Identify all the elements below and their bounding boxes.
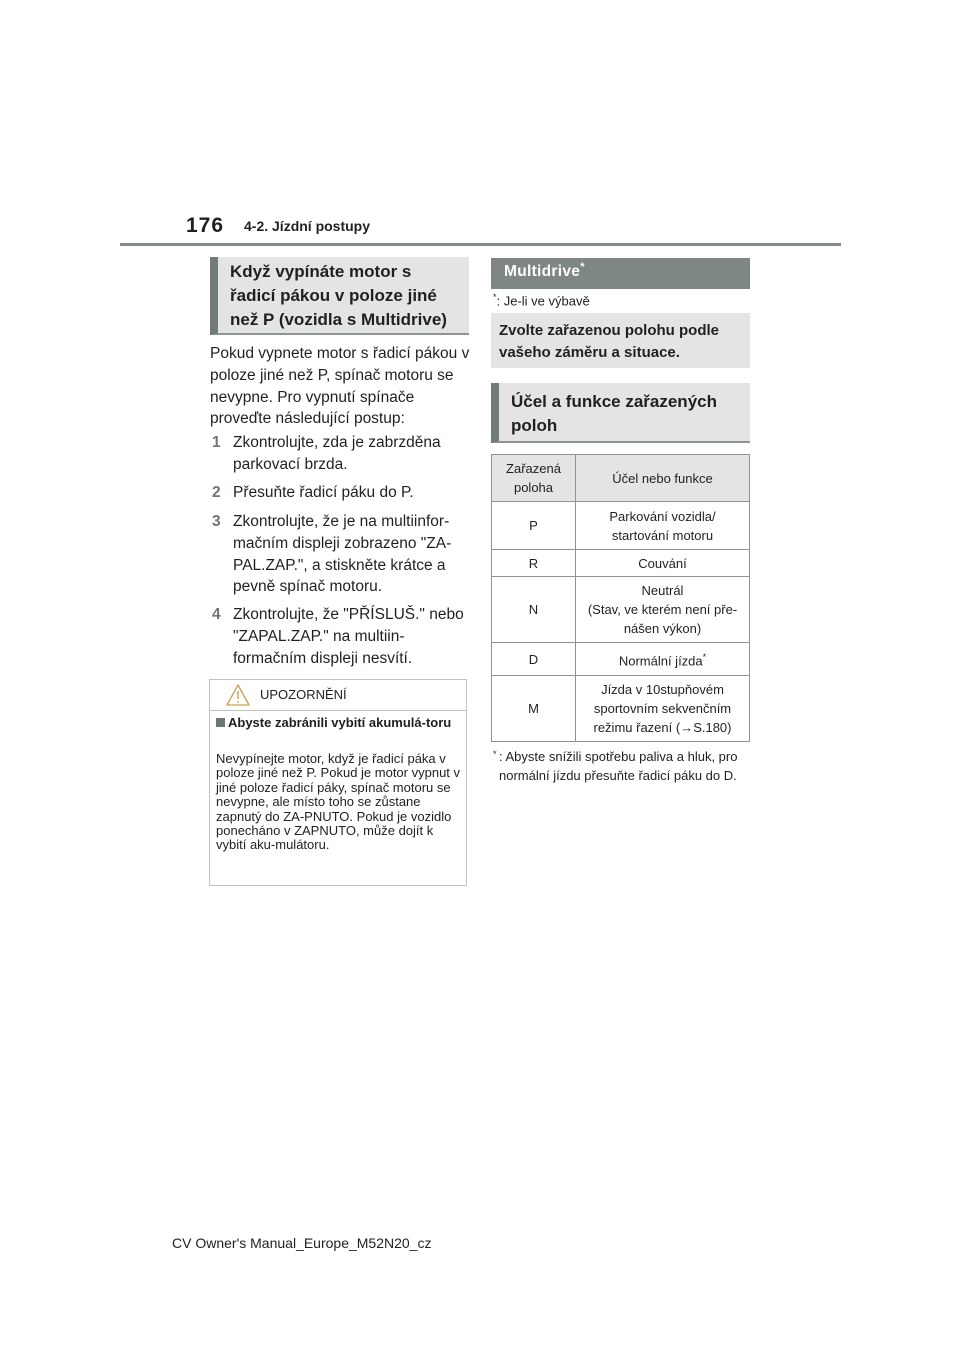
table-row — [492, 577, 750, 643]
position-cell: P — [492, 502, 576, 550]
table-header-row — [492, 455, 750, 502]
warning-triangle-icon — [226, 684, 250, 706]
warning-body: Nevypínejte motor, když je řadicí páka v poloze jiné než P. Pokud je motor vypnut v jiné poloze řadicí páky, spínač motoru se nevypne, ale místo toho se zůstane zapnutý do ZA-PNUTO. Pokud je vozidlo ponecháno v ZAPNUTO, může dojít k vybití aku-mulátoru. — [216, 751, 461, 853]
step-text: Zkontrolujte, zda je zabrzděna parkovací brzda. — [233, 434, 441, 473]
purpose-cell — [576, 550, 750, 577]
header-rule — [120, 243, 841, 246]
purpose-line: Couvání — [638, 555, 687, 571]
footnote-text: : Abyste snížili spotřebu paliva a hluk, pro normální jízdu přesuňte řadicí páku do D. — [499, 749, 738, 783]
warning-box — [209, 679, 467, 886]
choose-position-box: Zvolte zařazenou polohu podle vašeho záměru a situace. — [491, 313, 750, 368]
availability-note — [493, 292, 590, 308]
step-number: 3 — [212, 513, 221, 530]
column-header-position: Zařazená poloha — [492, 455, 576, 502]
purpose-cell — [576, 502, 750, 550]
purpose-cell — [576, 643, 750, 676]
purpose-line: režimu řazení (→S.180) — [593, 720, 732, 735]
table-row — [492, 643, 750, 676]
purpose-line: Parkování vozidla/ — [609, 508, 716, 524]
warning-subtitle: Abyste zabránili vybití akumulá-toru — [228, 715, 452, 730]
step-text: Zkontrolujte, že je na multiinfor-mačním displeji zobrazeno "ZA-PAL.ZAP.", a stiskněte krátce a pevně spínač motoru. — [233, 513, 452, 596]
availability-text: : Je-li ve výbavě — [496, 293, 590, 309]
table-row — [492, 502, 750, 550]
multidrive-heading — [491, 258, 750, 289]
purpose-cell — [576, 577, 750, 643]
shift-positions-table — [491, 454, 750, 742]
warning-subtitle-row — [216, 716, 462, 730]
step-1 — [212, 432, 472, 476]
step-text: Přesuňte řadicí páku do P. — [233, 484, 414, 501]
purpose-line: Neutrál — [641, 583, 684, 598]
purpose-line: Normální jízda — [618, 653, 703, 669]
footer-text: CV Owner's Manual_Europe_M52N20_cz — [172, 1235, 432, 1251]
warning-title: UPOZORNĚNÍ — [260, 687, 347, 702]
section-title: 4-2. Jízdní postupy — [244, 218, 371, 234]
purpose-line: (Stav, ve kterém není pře- — [587, 602, 738, 617]
availability-asterisk: * — [493, 292, 497, 302]
purpose-cell — [576, 676, 750, 742]
step-number: 1 — [212, 434, 221, 451]
intro-paragraph: Pokud vypnete motor s řadicí pákou v poloze jiné než P, spínač motoru se nevypne. Pro vypnutí spínače proveďte následující postup: — [210, 345, 470, 428]
purpose-line: nášen výkon) — [623, 621, 702, 636]
footnote-asterisk: * — [493, 749, 497, 759]
multidrive-heading-text: Multidrive — [504, 263, 581, 281]
bullet-square-icon — [216, 718, 225, 727]
table-section-heading: Účel a funkce zařazených poloh — [491, 383, 750, 443]
warning-header — [210, 680, 466, 711]
step-4 — [212, 604, 472, 669]
position-cell: M — [492, 676, 576, 742]
position-cell: D — [492, 643, 576, 676]
step-number: 2 — [212, 484, 221, 501]
purpose-line: Jízda v 10stupňovém — [601, 682, 724, 697]
heading-asterisk: * — [580, 261, 585, 273]
page-number: 176 — [186, 214, 225, 237]
column-header-purpose: Účel nebo funkce — [576, 455, 750, 502]
position-cell: R — [492, 550, 576, 577]
table-row — [492, 676, 750, 742]
purpose-line: startování motoru — [611, 527, 714, 543]
position-cell: N — [492, 577, 576, 643]
table-row — [492, 550, 750, 577]
step-3 — [212, 511, 472, 598]
purpose-line: sportovním sekvenčním — [593, 701, 732, 716]
step-text: Zkontrolujte, že "PŘÍSLUŠ." nebo "ZAPAL.ZAP." na multiin-formačním displeji nesvítí. — [233, 606, 464, 667]
step-number: 4 — [212, 606, 221, 623]
left-section-heading: Když vypínáte motor s řadicí pákou v poloze jiné než P (vozidla s Multidrive) — [210, 257, 469, 335]
table-footnote — [491, 747, 753, 785]
footnote-asterisk: * — [702, 651, 707, 662]
step-2 — [212, 482, 472, 504]
